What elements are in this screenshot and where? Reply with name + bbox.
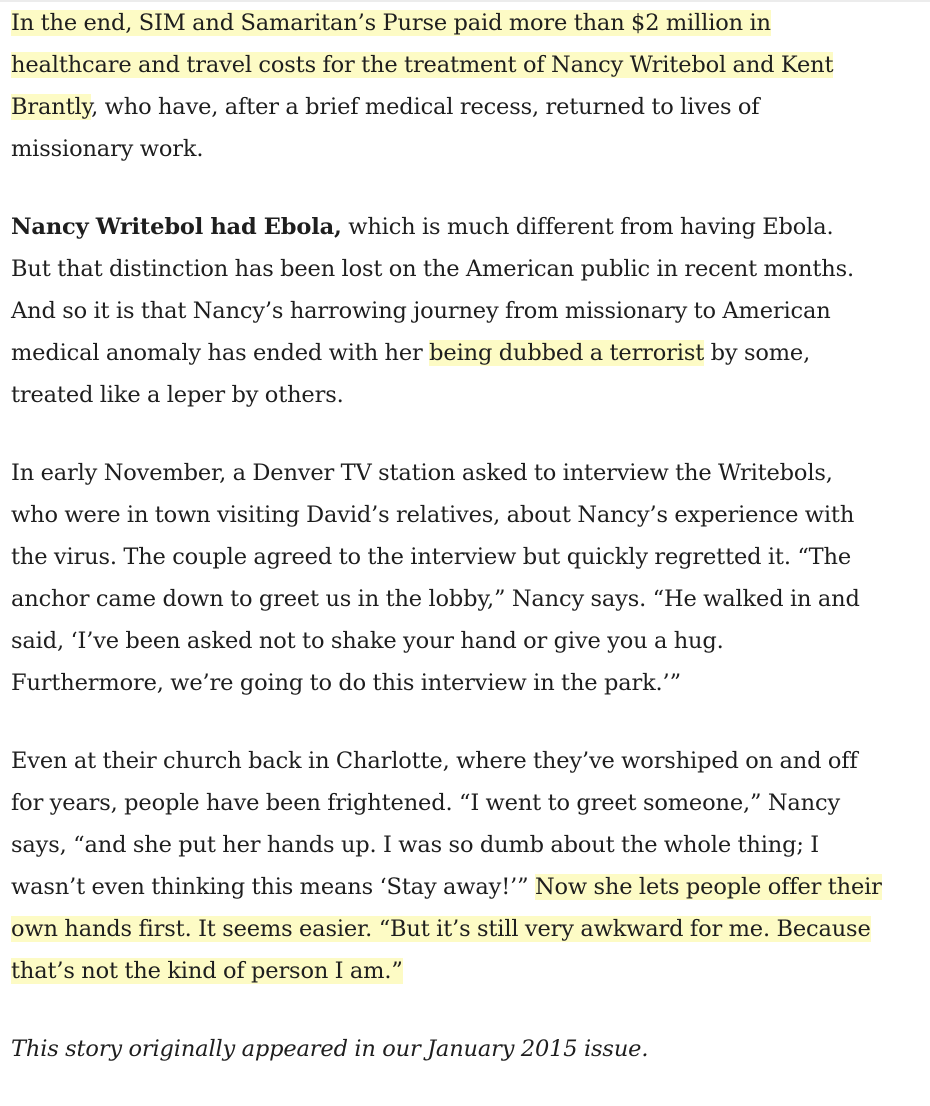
text-line: for years, people have been frightened. “I went to greet someone,” Nancy [11, 790, 840, 816]
text-line [11, 206, 923, 248]
body-text: which is much different from having Ebola. [341, 214, 834, 240]
highlighted-text[interactable]: that’s not the kind of person I am.” [11, 958, 403, 984]
text-line: the virus. The couple agreed to the interview but quickly regretted it. “The [11, 544, 852, 570]
text-line: Furthermore, we’re going to do this interview in the park.’” [11, 670, 681, 696]
text-line: And so it is that Nancy’s harrowing journey from missionary to American [11, 298, 831, 324]
text-line [11, 44, 923, 86]
text-line: said, ‘I’ve been asked not to shake your hand or give you a hug. [11, 628, 724, 654]
text-line: Even at their church back in Charlotte, where they’ve worshiped on and off [11, 748, 858, 774]
credit-text: This story originally appeared in our January 2015 issue. [11, 1036, 649, 1062]
text-line: In early November, a Denver TV station asked to interview the Writebols, [11, 460, 833, 486]
body-text: wasn’t even thinking this means ‘Stay away!’” [11, 874, 535, 900]
text-line: anchor came down to greet us in the lobby,” Nancy says. “He walked in and [11, 586, 860, 612]
text-line [11, 950, 923, 992]
text-line [11, 866, 923, 908]
paragraph-church [11, 740, 923, 992]
text-line: But that distinction has been lost on the American public in recent months. [11, 256, 855, 282]
paragraph-denver [11, 452, 923, 704]
highlighted-text[interactable]: being dubbed a terrorist [429, 340, 705, 366]
paragraph-ebola [11, 206, 923, 416]
text-line [11, 332, 923, 374]
highlighted-text[interactable]: own hands first. It seems easier. “But it’s still very awkward for me. Because [11, 916, 871, 942]
body-text: , who have, after a brief medical recess, returned to lives of [91, 94, 760, 120]
highlighted-text[interactable]: In the end, SIM and Samaritan’s Purse paid more than $2 million in [11, 10, 771, 36]
text-line: treated like a leper by others. [11, 382, 344, 408]
body-text: medical anomaly has ended with her [11, 340, 430, 366]
highlighted-text[interactable]: Brantly [11, 94, 92, 120]
text-line: missionary work. [11, 136, 204, 162]
highlighted-text[interactable]: healthcare and travel costs for the treatment of Nancy Writebol and Kent [11, 52, 834, 78]
paragraph-costs [11, 2, 923, 170]
bold-lead-in: Nancy Writebol had Ebola, [11, 214, 342, 240]
text-line [11, 86, 923, 128]
text-line: who were in town visiting David’s relatives, about Nancy’s experience with [11, 502, 855, 528]
article-body [11, 2, 923, 1106]
text-line [11, 2, 923, 44]
body-text: by some, [704, 340, 811, 366]
highlighted-text[interactable]: Now she lets people offer their [534, 874, 882, 900]
text-line [11, 908, 923, 950]
story-credit [11, 1028, 923, 1070]
text-line: says, “and she put her hands up. I was so dumb about the whole thing; I [11, 832, 820, 858]
